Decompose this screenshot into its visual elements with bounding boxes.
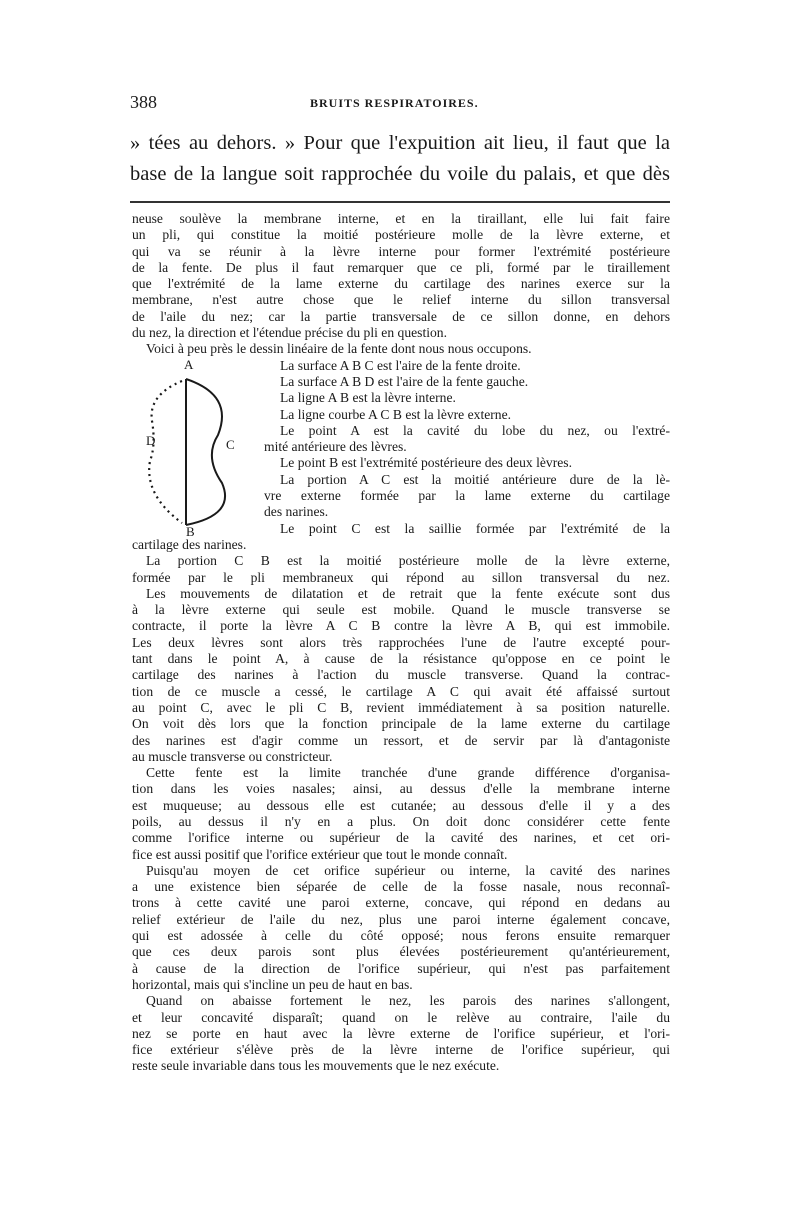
text-line: horizontal, mais qui s'incline un peu de haut en bas. xyxy=(132,976,413,992)
text-line: à cause de la direction de l'orifice supérieur, qui n'est pas parfaitement xyxy=(132,960,670,976)
text-line: comme l'orifice interne ou supérieur de la cavité des narines, et cet ori- xyxy=(132,830,670,846)
text-line: Cette fente est la limite tranchée d'une grande différence d'organisa- xyxy=(146,765,670,781)
text-line: Puisqu'au moyen de cet orifice supérieur ou interne, la cavité des narines xyxy=(146,862,670,878)
text-line: Les deux lèvres sont alors très rapprochées l'une de l'autre excepté pour- xyxy=(132,634,670,650)
label-d: D xyxy=(146,433,156,448)
label-b: B xyxy=(186,524,195,539)
lead-line: » tées au dehors. » Pour que l'expuition ait lieu, il faut que la xyxy=(130,132,670,154)
label-a: A xyxy=(184,357,194,372)
text-line: qui est adossée à celle du côté opposé; nous ferons ensuite remarquer xyxy=(132,928,670,944)
text-line: Quand on abaisse fortement le nez, les parois des narines s'allongent, xyxy=(146,993,670,1009)
label-c: C xyxy=(226,437,235,452)
page-header xyxy=(130,92,670,118)
text-line: On voit dès lors que la fonction principale de la lame externe du cartilage xyxy=(132,716,670,732)
text-line: à la lèvre externe qui seule est mobile. Quand le muscle transverse se xyxy=(132,602,670,618)
text-line: et leur concavité disparaît; quand on le relève au contraire, l'aile du xyxy=(132,1009,670,1025)
figure-caption-line: vre externe formée par la lame externe du cartilage xyxy=(264,488,670,504)
text-line: de l'aile du nez; car la partie transversale de ce sillon donne, en dehors xyxy=(132,308,670,324)
text-line: des narines est d'agir comme un ressort, et de servir par là d'antagoniste xyxy=(132,732,670,748)
figure-caption-line: La portion A C est la moitié antérieure dure de la lè- xyxy=(280,471,670,487)
text-line: contracte, il porte la lèvre A C B contre la lèvre A B, qui est immobile. xyxy=(132,618,670,634)
text-line: neuse soulève la membrane interne, et en la tiraillant, elle lui fait faire xyxy=(132,211,670,226)
separator-rule xyxy=(130,201,670,203)
text-line: au muscle transverse ou constricteur. xyxy=(132,748,333,764)
text-line: Voici à peu près le dessin linéaire de la fente dont nous nous occupons. xyxy=(146,341,532,357)
text-line: de la fente. De plus il faut remarquer que ce pli, formé par le tiraillement xyxy=(132,259,670,275)
text-line: a une existence bien séparée de celle de la fosse nasale, nous reconnaî- xyxy=(132,879,670,895)
text-line: est muqueuse; au dessous elle est cutanée; au dessous d'elle il y a des xyxy=(132,797,670,813)
text-line: trons à cette cavité une paroi externe, concave, qui répond en dedans au xyxy=(132,895,670,911)
text-line: reste seule invariable dans tous les mouvements que le nez exécute. xyxy=(132,1058,500,1074)
lead-line: base de la langue soit rapprochée du voile du palais, et que dès xyxy=(130,163,670,185)
text-line: tion dans les voies nasales; ainsi, au dessus d'elle la membrane interne xyxy=(132,781,670,797)
text-line: nez se porte en haut avec la lèvre externe de l'orifice supérieur, et l'ori- xyxy=(132,1025,670,1041)
text-line: poils, au dessus il n'y en a plus. On doit donc considérer cette fente xyxy=(132,813,670,829)
figure-caption-line: Le point C est la saillie formée par l'extrémité de la xyxy=(280,520,670,536)
figure-caption-line: mité antérieure des lèvres. xyxy=(264,439,407,455)
text-line: Les mouvements de dilatation et de retrait que la fente exécute sont dus xyxy=(146,585,670,601)
figure-caption-line: Le point B est l'extrémité postérieure des deux lèvres. xyxy=(280,455,572,471)
figure-caption-line: La surface A B D est l'aire de la fente gauche. xyxy=(280,373,529,389)
text-line: un pli, qui constitue la moitié postérieure molle de la lèvre externe, et xyxy=(132,227,670,243)
text-line: que ces deux parois sont plus élevées postérieurement qu'antérieurement, xyxy=(132,944,670,960)
figure-caption-line: des narines. xyxy=(264,504,329,520)
text-line: au point C, avec le pli C B, revient immédiatement à sa position naturelle. xyxy=(132,699,670,715)
page-number: 388 xyxy=(130,92,157,112)
figure-caption-line: La ligne courbe A C B est la lèvre externe. xyxy=(280,406,512,422)
text-line: formée par le pli membraneux qui répond au sillon transversal du nez. xyxy=(132,569,670,585)
lead-text xyxy=(130,128,670,190)
text-line: qui va se réunir à la lèvre interne pour former l'extrémité postérieure xyxy=(132,243,670,259)
text-line: du nez, la direction et l'étendue précise du pli en question. xyxy=(132,325,447,341)
text-line: relief extérieur de l'aile du nez, plus une paroi interne également concave, xyxy=(132,911,670,927)
body-text xyxy=(132,211,670,1075)
running-title: BRUITS RESPIRATOIRES. xyxy=(310,96,479,110)
figure-caption-line: La ligne A B est la lèvre interne. xyxy=(280,390,456,406)
figure-caption-line: La surface A B C est l'aire de la fente droite. xyxy=(280,357,521,373)
text-line: fice extérieur s'élève près de la lèvre interne de l'orifice supérieur, qui xyxy=(132,1042,670,1058)
text-line: La portion C B est la moitié postérieure molle de la lèvre externe, xyxy=(146,553,670,569)
text-line: que l'extrémité de la lame externe du cartilage des narines exerce sur la xyxy=(132,276,670,292)
text-line: cartilage des narines à l'action du muscle transverse. Quand la contrac- xyxy=(132,667,670,683)
text-line: membrane, n'est autre chose que le relief interne du sillon transversal xyxy=(132,292,670,308)
text-line: fice est aussi positif que l'orifice extérieur que tout le monde connaît. xyxy=(132,846,508,862)
text-line: tant dans le point A, à cause de la résistance qu'oppose en ce point le xyxy=(132,651,670,667)
figure-caption-line: Le point A est la cavité du lobe du nez, ou l'extré- xyxy=(280,422,670,438)
text-line: tion de ce muscle a cessé, le cartilage A C qui avait été affaissé surtout xyxy=(132,683,670,699)
text-line: cartilage des narines. xyxy=(132,536,247,552)
